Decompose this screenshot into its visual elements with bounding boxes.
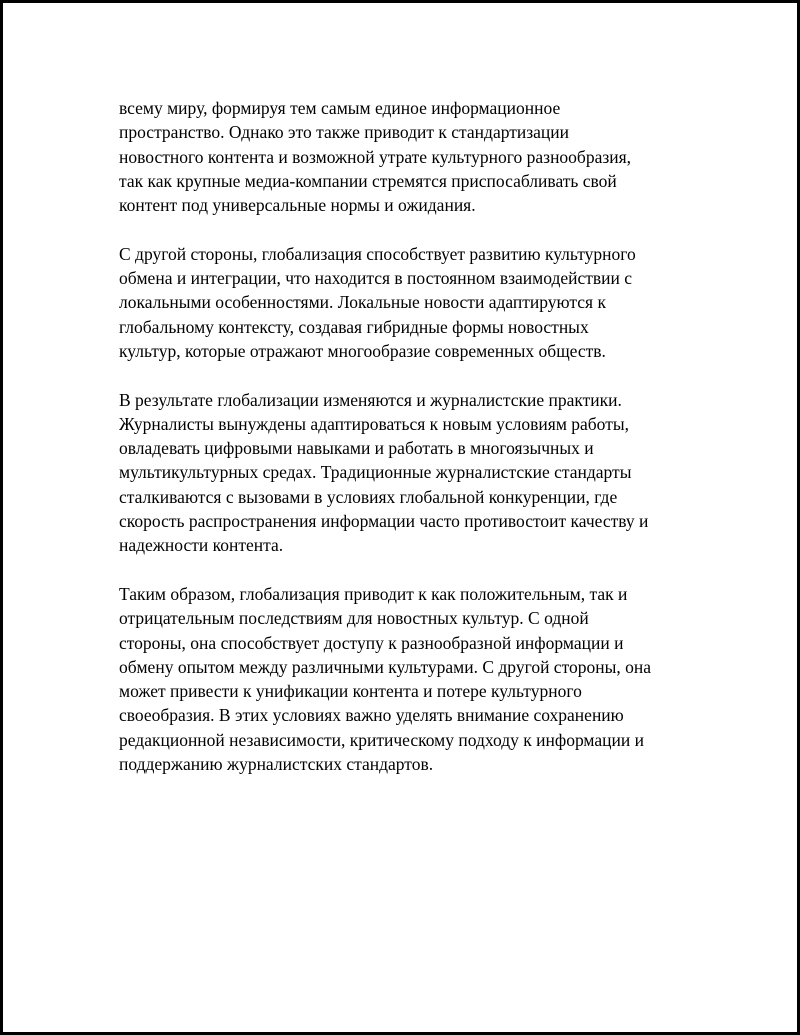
text-line: может привести к унификации контента и потере культурного	[119, 681, 582, 702]
document-body	[119, 96, 699, 801]
text-line: отрицательным последствиям для новостных культур. С одной	[119, 608, 589, 629]
text-line: культур, которые отражают многообразие современных обществ.	[119, 340, 606, 361]
text-line: редакционной независимости, критическому подходу к информации и	[119, 729, 644, 750]
text-line: локальными особенностями. Локальные новости адаптируются к	[119, 292, 606, 313]
text-line: Журналисты вынуждены адаптироваться к новым условиям работы,	[119, 413, 629, 434]
text-line: так как крупные медиа-компании стремятся приспосабливать свой	[119, 170, 617, 191]
text-line: сталкиваются с вызовами в условиях глобальной конкуренции, где	[119, 486, 618, 507]
text-line: Таким образом, глобализация приводит к как положительным, так и	[119, 583, 628, 604]
text-line: контент под универсальные нормы и ожидания.	[119, 195, 476, 216]
text-line: овладевать цифровыми навыками и работать в многоязычных и	[119, 438, 594, 459]
text-line: скорость распространения информации часто противостоит качеству и	[119, 511, 649, 532]
text-line: надежности контента.	[119, 535, 284, 556]
text-line: В результате глобализации изменяются и журналистские практики.	[119, 389, 622, 410]
paragraph-1	[119, 96, 699, 217]
text-line: обмену опытом между различными культурами. С другой стороны, она	[119, 656, 651, 677]
paragraph-2	[119, 242, 699, 363]
text-line: глобальному контексту, создавая гибридные формы новостных	[119, 316, 589, 337]
text-line: поддержанию журналистских стандартов.	[119, 754, 434, 775]
text-line: своеобразия. В этих условиях важно уделять внимание сохранению	[119, 705, 624, 726]
paragraph-3	[119, 388, 699, 558]
text-line: С другой стороны, глобализация способствует развитию культурного	[119, 243, 636, 264]
text-line: обмена и интеграции, что находится в постоянном взаимодействии с	[119, 268, 633, 289]
text-line: мультикультурных средах. Традиционные журналистские стандарты	[119, 462, 632, 483]
text-line: всему миру, формируя тем самым единое информационное	[119, 98, 561, 118]
paragraph-4	[119, 582, 699, 776]
text-line: пространство. Однако это также приводит к стандартизации	[119, 122, 570, 143]
text-line: новостного контента и возможной утрате культурного разнообразия,	[119, 146, 632, 167]
text-line: стороны, она способствует доступу к разнообразной информации и	[119, 632, 624, 653]
